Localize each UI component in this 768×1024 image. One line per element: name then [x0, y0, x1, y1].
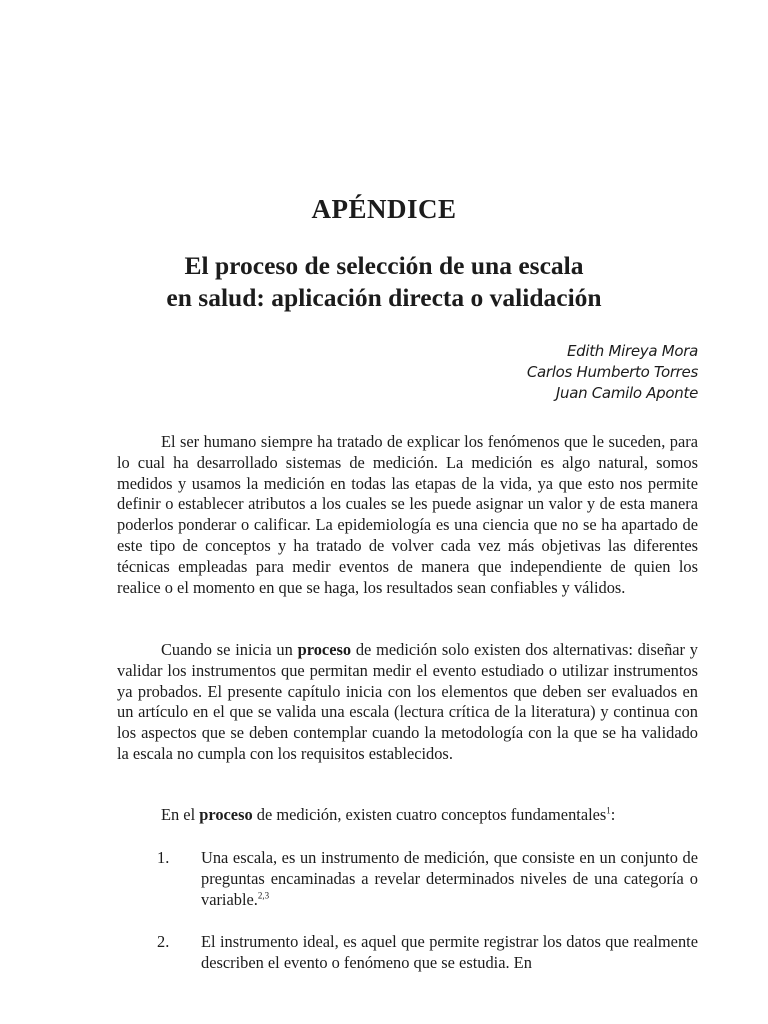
chapter-title	[0, 250, 768, 314]
paragraph-text: Cuando se inicia un	[161, 640, 298, 659]
footnote-ref: 2,3	[257, 890, 270, 901]
list-number: 2.	[157, 932, 170, 951]
paragraph-text: En el	[161, 805, 200, 824]
list-item	[157, 932, 698, 974]
list-item-text	[201, 932, 698, 974]
paragraph-text: de medición, existen cuatro conceptos fundamentales	[252, 805, 607, 824]
author-list	[527, 341, 698, 404]
chapter-title-line-1: El proceso de selección de una escala	[184, 251, 584, 280]
author-name: Carlos Humberto Torres	[526, 363, 698, 381]
author-name: Juan Camilo Aponte	[555, 384, 698, 402]
list-item-text	[201, 848, 698, 910]
paragraph-text: El instrumento ideal, es aquel que permite registrar los datos que realmente describen el evento o fenómeno que se estudia. En	[201, 932, 698, 972]
paragraph-text: Una escala, es un instrumento de medición, que consiste en un conjunto de preguntas encaminadas a revelar determinados niveles de una categoría o variable.	[201, 848, 698, 909]
paragraph-intro: El ser humano siempre ha tratado de explicar los fenómenos que le suceden, para lo cual ha desarrollado sistemas de medición. La medición es algo natural, somos medidos y usamos la medición en todas las etapas de la vida, ya que esto nos permite definir o establecer atributos a los cuales se les puede asignar un valor y de esta manera poderlos ponderar o calificar. La epidemiología es una ciencia que no se ha apartado de este tipo de conceptos y ha tratado de volver cada vez más objetivas las diferentes técnicas empleadas para medir eventos de manera que independiente de quien los realice o el momento en que se haga, los resultados sean confiables y válidos.	[117, 432, 698, 597]
paragraph-text: de medición solo existen dos alternativas: diseñar y validar los instrumentos que permitan medir el evento estudiado o utilizar instrumentos ya probados. El presente capítulo inicia con los elementos que deben ser evaluados en un artículo en el que se valida una escala (lectura crítica de la literatura) y continua con los aspectos que se deben contemplar cuando la metodología con la que se ha validado la escala no cumpla con los requisitos establecidos.	[117, 640, 698, 763]
list-number: 1.	[157, 848, 170, 867]
paragraph-alternatives	[117, 640, 698, 765]
chapter-title-line-2: en salud: aplicación directa o validación	[166, 283, 602, 312]
appendix-heading: APÉNDICE	[311, 194, 457, 224]
bold-term: proceso	[297, 640, 352, 659]
author-name: Edith Mireya Mora	[566, 342, 698, 360]
paragraph-concepts	[117, 805, 698, 826]
bold-term: proceso	[199, 805, 253, 824]
list-item	[157, 848, 698, 910]
footnote-ref: 1	[606, 805, 611, 816]
paragraph-text: :	[610, 805, 616, 824]
